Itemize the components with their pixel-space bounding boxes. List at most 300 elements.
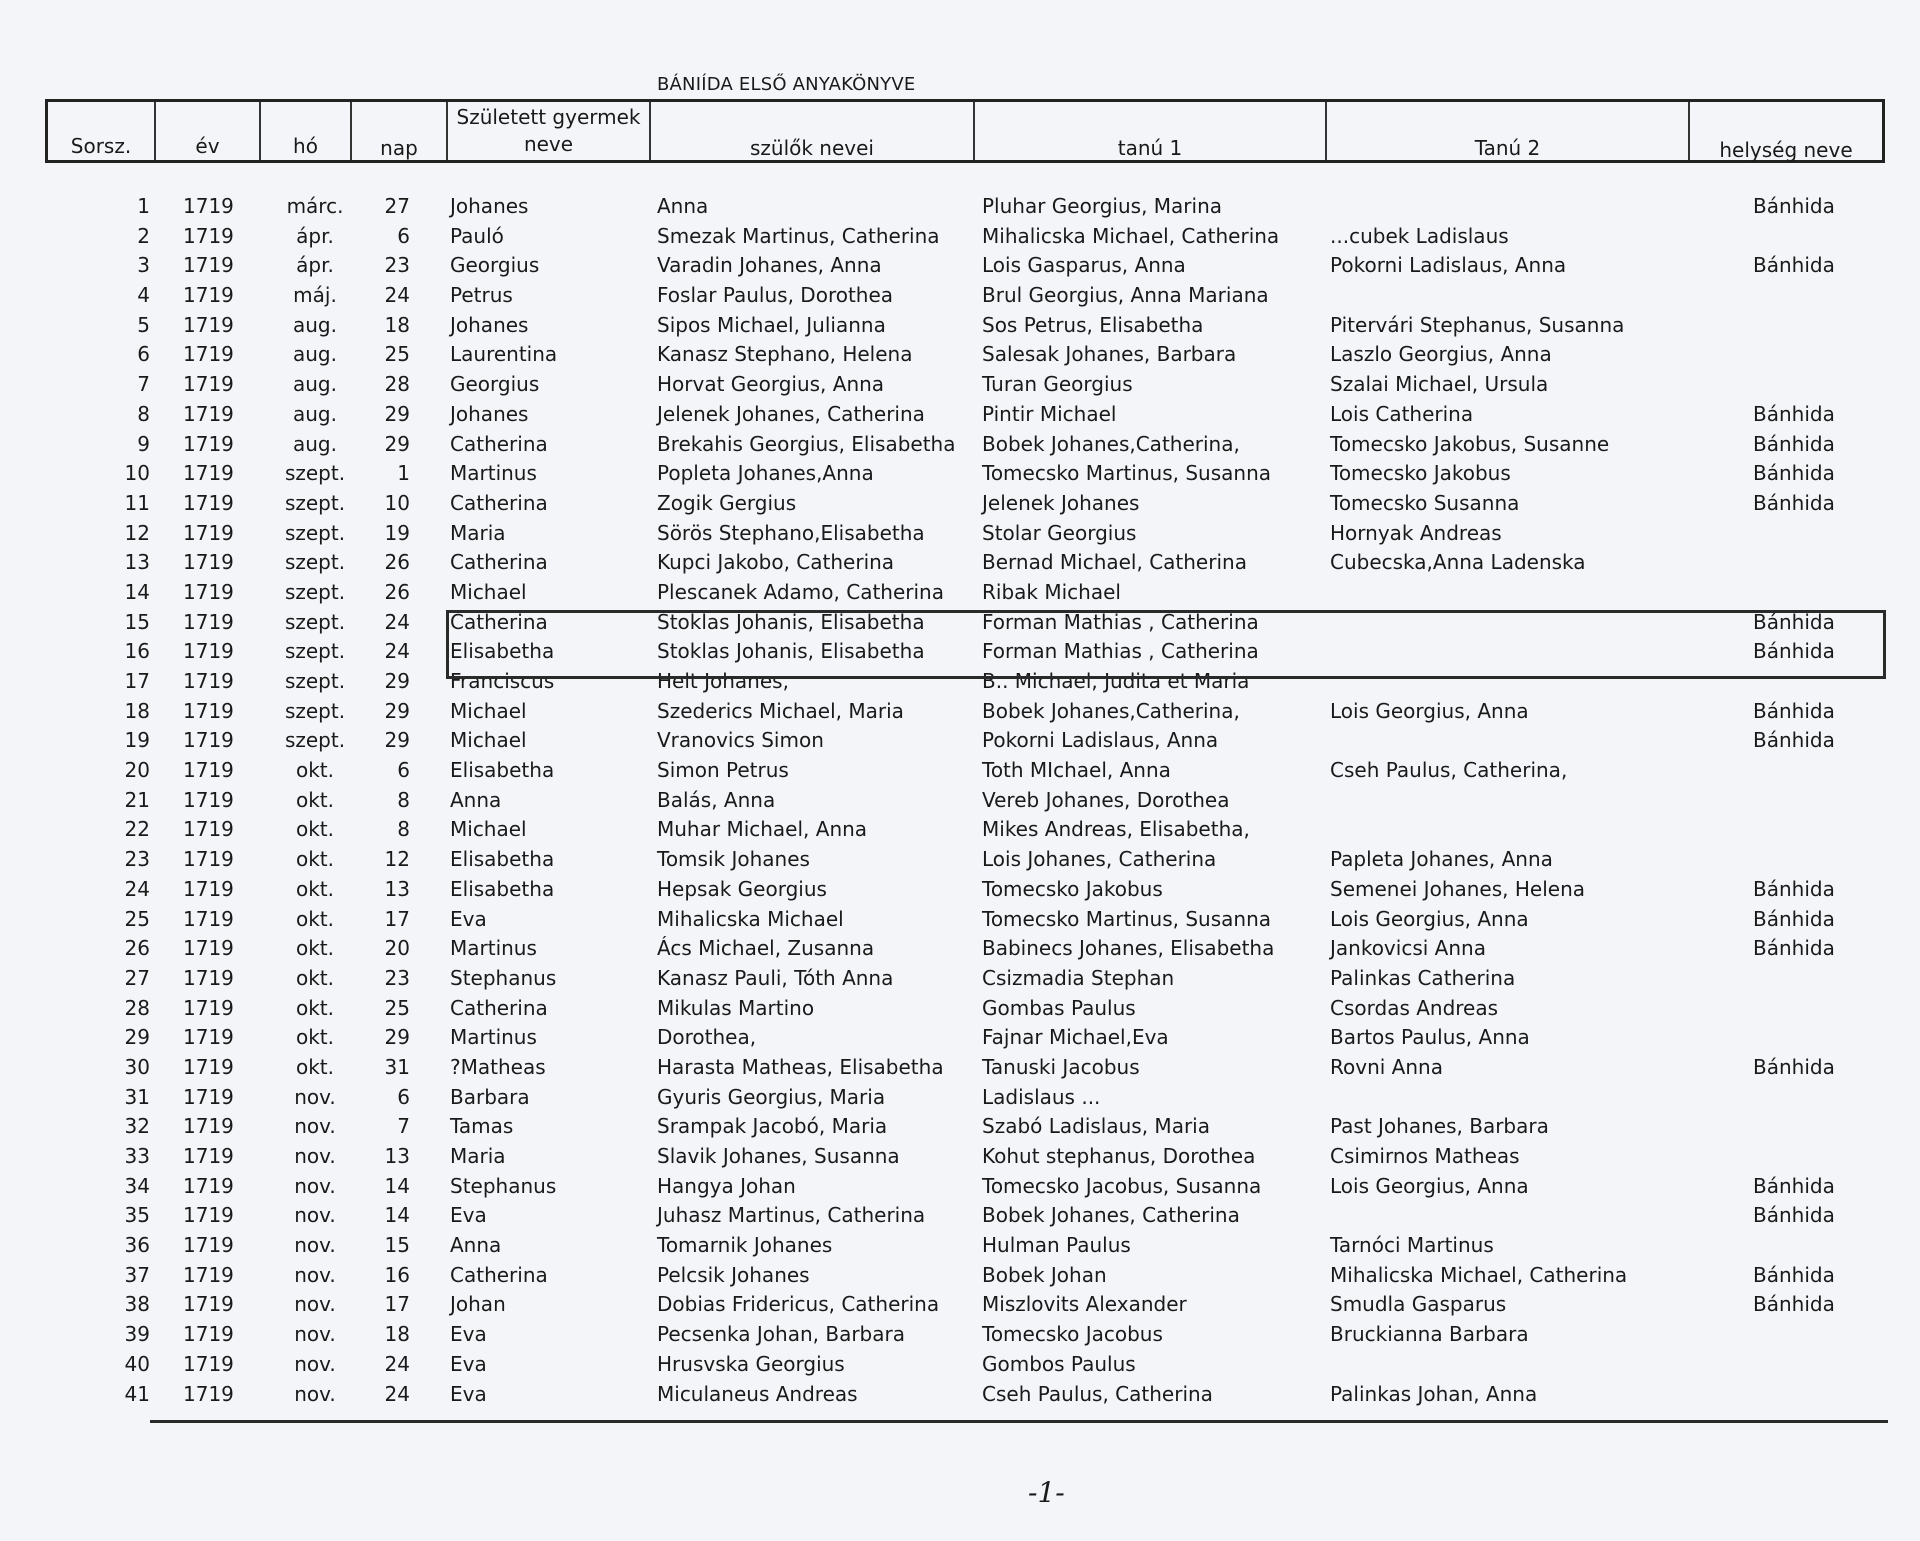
row-number: 16 <box>124 639 150 664</box>
row-witness-1: Cseh Paulus, Catherina <box>982 1381 1213 1406</box>
row-day: 6 <box>397 1084 410 1109</box>
row-number: 18 <box>124 698 150 723</box>
table-row <box>0 281 1920 311</box>
table-row <box>0 1320 1920 1350</box>
row-month: okt. <box>295 1025 335 1050</box>
row-day: 8 <box>397 787 410 812</box>
row-witness-1: Tomecsko Martinus, Susanna <box>982 461 1271 486</box>
row-number: 9 <box>137 431 150 456</box>
row-parents: Pelcsik Johanes <box>657 1262 810 1287</box>
row-place: Bánhida <box>1753 639 1835 664</box>
table-row <box>0 519 1920 549</box>
header-place: helység neve <box>1719 138 1853 162</box>
row-year: 1719 <box>183 639 234 664</box>
row-parents: Hrusvska Georgius <box>657 1351 845 1376</box>
row-year: 1719 <box>183 431 234 456</box>
table-row <box>0 548 1920 578</box>
row-parents: Pecsenka Johan, Barbara <box>657 1322 905 1347</box>
row-year: 1719 <box>183 253 234 278</box>
row-month: szept. <box>284 490 346 515</box>
row-month: okt. <box>295 787 335 812</box>
row-month: nov. <box>294 1381 336 1406</box>
row-witness-2: Lois Catherina <box>1330 401 1474 426</box>
row-month: szept. <box>284 579 346 604</box>
row-parents: Srampak Jacobó, Maria <box>657 1114 888 1139</box>
row-number: 7 <box>137 372 150 397</box>
table-row <box>0 994 1920 1024</box>
row-day: 29 <box>384 431 410 456</box>
table-row <box>0 1350 1920 1380</box>
header-sorsz: Sorsz. <box>70 134 132 158</box>
row-child-name: Petrus <box>450 283 513 308</box>
row-parents: Vranovics Simon <box>657 728 824 753</box>
row-place: Bánhida <box>1753 906 1835 931</box>
row-child-name: Catherina <box>450 490 548 515</box>
row-number: 22 <box>124 817 150 842</box>
row-year: 1719 <box>183 1262 234 1287</box>
row-witness-2: Smudla Gasparus <box>1330 1292 1507 1317</box>
row-parents: Anna <box>657 194 709 218</box>
row-child-name: Elisabetha <box>450 876 555 901</box>
row-witness-2: Lois Georgius, Anna <box>1330 1173 1529 1198</box>
row-month: nov. <box>294 1084 336 1109</box>
row-number: 2 <box>137 223 150 248</box>
row-number: 35 <box>124 1203 150 1228</box>
row-day: 20 <box>384 936 410 961</box>
row-day: 29 <box>384 728 410 753</box>
row-child-name: Stephanus <box>450 1173 557 1198</box>
row-day: 25 <box>384 342 410 367</box>
row-month: nov. <box>294 1322 336 1347</box>
row-number: 23 <box>124 847 150 872</box>
row-number: 27 <box>124 965 150 990</box>
row-parents: Dorothea, <box>657 1025 757 1050</box>
table-row <box>0 726 1920 756</box>
row-witness-2: Palinkas Johan, Anna <box>1330 1381 1538 1406</box>
row-day: 23 <box>384 965 410 990</box>
table-row <box>0 815 1920 845</box>
row-day: 27 <box>384 194 410 218</box>
row-day: 19 <box>384 520 410 545</box>
row-month: aug. <box>293 372 337 397</box>
table-row <box>0 1023 1920 1053</box>
table-row <box>0 1142 1920 1172</box>
row-witness-1: Pokorni Ladislaus, Anna <box>982 728 1219 753</box>
row-year: 1719 <box>183 936 234 961</box>
row-number: 3 <box>137 253 150 278</box>
row-child-name: Martinus <box>450 1025 537 1050</box>
row-witness-1: Miszlovits Alexander <box>982 1292 1187 1317</box>
row-number: 30 <box>124 1054 150 1079</box>
table-row <box>0 1201 1920 1231</box>
row-year: 1719 <box>183 758 234 783</box>
table-row <box>0 756 1920 786</box>
table-row <box>0 222 1920 252</box>
header-witness-1: tanú 1 <box>1117 136 1183 160</box>
row-year: 1719 <box>183 312 234 337</box>
row-number: 14 <box>124 579 150 604</box>
row-year: 1719 <box>183 669 234 693</box>
row-number: 41 <box>124 1381 150 1406</box>
row-number: 29 <box>124 1025 150 1050</box>
row-witness-1: Bobek Johanes,Catherina, <box>982 698 1240 723</box>
row-witness-1: Mihalicska Michael, Catherina <box>982 223 1280 248</box>
row-year: 1719 <box>183 342 234 367</box>
row-month: nov. <box>294 1233 336 1258</box>
row-child-name: Michael <box>450 698 527 723</box>
row-witness-1: Fajnar Michael,Eva <box>982 1025 1169 1050</box>
header-parents: szülők nevei <box>749 136 874 160</box>
row-number: 39 <box>124 1322 150 1347</box>
row-day: 6 <box>397 758 410 783</box>
row-month: ápr. <box>296 223 334 248</box>
row-number: 19 <box>124 728 150 753</box>
row-child-name: Laurentina <box>450 342 558 367</box>
row-parents: Sipos Michael, Julianna <box>657 312 886 337</box>
row-witness-1: Tomecsko Martinus, Susanna <box>982 906 1271 931</box>
row-witness-1: Lois Johanes, Catherina <box>982 847 1217 872</box>
row-parents: Juhasz Martinus, Catherina <box>657 1203 926 1228</box>
row-year: 1719 <box>183 609 234 634</box>
row-witness-1: Tanuski Jacobus <box>982 1054 1140 1079</box>
row-witness-1: Stolar Georgius <box>982 520 1137 545</box>
row-year: 1719 <box>183 965 234 990</box>
header-child-name <box>448 104 649 158</box>
table-row <box>0 905 1920 935</box>
row-year: 1719 <box>183 550 234 575</box>
row-number: 36 <box>124 1233 150 1258</box>
row-witness-1: Vereb Johanes, Dorothea <box>982 787 1230 812</box>
row-year: 1719 <box>183 906 234 931</box>
row-day: 29 <box>384 669 410 693</box>
row-month: aug. <box>293 401 337 426</box>
row-witness-2: Cubecska,Anna Ladenska <box>1330 550 1586 575</box>
row-witness-2: Hornyak Andreas <box>1330 520 1502 545</box>
row-month: okt. <box>295 876 335 901</box>
row-place: Bánhida <box>1753 1292 1835 1317</box>
table-row <box>0 578 1920 608</box>
table-row <box>0 340 1920 370</box>
row-month: nov. <box>294 1144 336 1168</box>
row-parents: Hangya Johan <box>657 1173 796 1198</box>
row-parents: Szederics Michael, Maria <box>657 698 904 723</box>
table-row <box>0 1261 1920 1291</box>
row-month: okt. <box>295 758 335 783</box>
row-child-name: Elisabetha <box>450 758 555 783</box>
row-month: szept. <box>284 550 346 575</box>
row-witness-1: Forman Mathias , Catherina <box>982 609 1259 634</box>
row-child-name: Eva <box>450 1203 487 1228</box>
table-row <box>0 1053 1920 1083</box>
row-year: 1719 <box>183 728 234 753</box>
row-day: 15 <box>384 1233 410 1258</box>
row-place: Bánhida <box>1753 194 1835 218</box>
row-parents: Helt Johanes, <box>657 669 789 693</box>
row-month: márc. <box>286 194 344 218</box>
row-year: 1719 <box>183 876 234 901</box>
row-month: aug. <box>293 342 337 367</box>
row-parents: Horvat Georgius, Anna <box>657 372 885 397</box>
row-day: 26 <box>384 550 410 575</box>
row-witness-2: Mihalicska Michael, Catherina <box>1330 1262 1628 1287</box>
table-row <box>0 934 1920 964</box>
row-month: szept. <box>284 728 346 753</box>
row-month: okt. <box>295 936 335 961</box>
header-day: nap <box>380 136 418 160</box>
row-place: Bánhida <box>1753 401 1835 426</box>
row-number: 4 <box>137 283 150 308</box>
row-number: 38 <box>124 1292 150 1317</box>
row-month: nov. <box>294 1173 336 1198</box>
row-child-name: Martinus <box>450 461 537 486</box>
row-parents: Dobias Fridericus, Catherina <box>657 1292 940 1317</box>
row-day: 17 <box>384 906 410 931</box>
row-place: Bánhida <box>1753 1203 1835 1228</box>
row-number: 10 <box>124 461 150 486</box>
row-child-name: Johan <box>450 1292 506 1317</box>
row-witness-1: B.. Michael, Judita et Maria <box>982 669 1250 693</box>
row-witness-1: Turan Georgius <box>982 372 1133 397</box>
table-row <box>0 311 1920 341</box>
row-year: 1719 <box>183 1054 234 1079</box>
table-row <box>0 192 1920 222</box>
row-parents: Varadin Johanes, Anna <box>657 253 882 278</box>
row-year: 1719 <box>183 372 234 397</box>
table-row <box>0 489 1920 519</box>
row-year: 1719 <box>183 1203 234 1228</box>
row-year: 1719 <box>183 1025 234 1050</box>
row-child-name: Anna <box>450 787 502 812</box>
row-month: nov. <box>294 1292 336 1317</box>
row-number: 1 <box>137 194 150 218</box>
table-row <box>0 875 1920 905</box>
row-parents: Mikulas Martino <box>657 995 815 1020</box>
row-day: 7 <box>397 1114 410 1139</box>
row-day: 25 <box>384 995 410 1020</box>
row-year: 1719 <box>183 1084 234 1109</box>
row-witness-1: Tomecsko Jacobus, Susanna <box>982 1173 1262 1198</box>
row-day: 18 <box>384 312 410 337</box>
row-witness-1: Toth MIchael, Anna <box>982 758 1171 783</box>
row-month: nov. <box>294 1203 336 1228</box>
row-witness-2: Tomecsko Susanna <box>1330 490 1520 515</box>
table-row <box>0 251 1920 281</box>
row-number: 8 <box>137 401 150 426</box>
row-witness-2: Semenei Johanes, Helena <box>1330 876 1585 901</box>
row-witness-2: Palinkas Catherina <box>1330 965 1516 990</box>
row-parents: Jelenek Johanes, Catherina <box>657 401 925 426</box>
row-witness-2: Bartos Paulus, Anna <box>1330 1025 1530 1050</box>
row-day: 24 <box>384 1351 410 1376</box>
row-day: 6 <box>397 223 410 248</box>
row-child-name: Johanes <box>450 194 529 218</box>
row-child-name: Tamas <box>450 1114 514 1139</box>
row-day: 26 <box>384 579 410 604</box>
row-witness-2: Pokorni Ladislaus, Anna <box>1330 253 1567 278</box>
row-child-name: Elisabetha <box>450 639 555 664</box>
table-row <box>0 786 1920 816</box>
row-child-name: Barbara <box>450 1084 530 1109</box>
row-child-name: ?Matheas <box>450 1054 546 1079</box>
row-parents: Brekahis Georgius, Elisabetha <box>657 431 956 456</box>
row-number: 12 <box>124 520 150 545</box>
row-parents: Plescanek Adamo, Catherina <box>657 579 944 604</box>
row-year: 1719 <box>183 223 234 248</box>
row-number: 21 <box>124 787 150 812</box>
row-witness-2: Tomecsko Jakobus <box>1330 461 1511 486</box>
row-day: 24 <box>384 639 410 664</box>
row-witness-1: Forman Mathias , Catherina <box>982 639 1259 664</box>
row-parents: Tomsik Johanes <box>657 847 810 872</box>
table-header <box>45 99 1885 163</box>
row-year: 1719 <box>183 194 234 218</box>
table-row <box>0 845 1920 875</box>
row-year: 1719 <box>183 817 234 842</box>
row-parents: Miculaneus Andreas <box>657 1381 858 1406</box>
table-row <box>0 430 1920 460</box>
row-day: 28 <box>384 372 410 397</box>
row-witness-2: Bruckianna Barbara <box>1330 1322 1529 1347</box>
row-witness-1: Pluhar Georgius, Marina <box>982 194 1222 218</box>
row-parents: Harasta Matheas, Elisabetha <box>657 1054 944 1079</box>
row-day: 13 <box>384 876 410 901</box>
row-witness-2: Laszlo Georgius, Anna <box>1330 342 1552 367</box>
row-day: 24 <box>384 1381 410 1406</box>
row-month: aug. <box>293 431 337 456</box>
row-number: 13 <box>124 550 150 575</box>
row-day: 1 <box>397 461 410 486</box>
row-parents: Tomarnik Johanes <box>657 1233 833 1258</box>
row-child-name: Eva <box>450 906 487 931</box>
row-day: 14 <box>384 1173 410 1198</box>
row-month: nov. <box>294 1114 336 1139</box>
row-month: okt. <box>295 1054 335 1079</box>
row-witness-2: Rovni Anna <box>1330 1054 1443 1079</box>
row-day: 8 <box>397 817 410 842</box>
row-parents: Simon Petrus <box>657 758 789 783</box>
row-witness-2: Lois Georgius, Anna <box>1330 698 1529 723</box>
row-witness-1: Csizmadia Stephan <box>982 965 1175 990</box>
row-child-name: Martinus <box>450 936 537 961</box>
table-row <box>0 1290 1920 1320</box>
row-year: 1719 <box>183 401 234 426</box>
row-year: 1719 <box>183 579 234 604</box>
row-month: okt. <box>295 965 335 990</box>
row-witness-1: Tomecsko Jacobus <box>982 1322 1163 1347</box>
row-child-name: Pauló <box>450 223 504 248</box>
row-witness-1: Szabó Ladislaus, Maria <box>982 1114 1210 1139</box>
row-witness-1: Hulman Paulus <box>982 1233 1131 1258</box>
row-parents: Muhar Michael, Anna <box>657 817 868 842</box>
row-place: Bánhida <box>1753 876 1835 901</box>
row-child-name: Eva <box>450 1322 487 1347</box>
row-witness-1: Kohut stephanus, Dorothea <box>982 1144 1256 1168</box>
row-number: 40 <box>124 1351 150 1376</box>
row-year: 1719 <box>183 995 234 1020</box>
row-place: Bánhida <box>1753 1173 1835 1198</box>
row-day: 23 <box>384 253 410 278</box>
row-day: 16 <box>384 1262 410 1287</box>
row-child-name: Michael <box>450 728 527 753</box>
row-parents: Stoklas Johanis, Elisabetha <box>657 639 925 664</box>
row-year: 1719 <box>183 787 234 812</box>
row-number: 37 <box>124 1262 150 1287</box>
row-month: szept. <box>284 639 346 664</box>
row-witness-2: Szalai Michael, Ursula <box>1330 372 1549 397</box>
row-day: 12 <box>384 847 410 872</box>
row-child-name: Catherina <box>450 1262 548 1287</box>
row-witness-2: ...cubek Ladislaus <box>1330 223 1509 248</box>
row-child-name: Maria <box>450 520 506 545</box>
row-year: 1719 <box>183 1292 234 1317</box>
row-day: 17 <box>384 1292 410 1317</box>
row-parents: Stoklas Johanis, Elisabetha <box>657 609 925 634</box>
row-witness-1: Pintir Michael <box>982 401 1117 426</box>
row-parents: Sörös Stephano,Elisabetha <box>657 520 925 545</box>
row-number: 31 <box>124 1084 150 1109</box>
row-year: 1719 <box>183 1233 234 1258</box>
row-number: 6 <box>137 342 150 367</box>
row-place: Bánhida <box>1753 728 1835 753</box>
row-parents: Foslar Paulus, Dorothea <box>657 283 894 308</box>
row-month: okt. <box>295 906 335 931</box>
row-year: 1719 <box>183 283 234 308</box>
row-year: 1719 <box>183 461 234 486</box>
row-child-name: Johanes <box>450 312 529 337</box>
row-parents: Kanasz Pauli, Tóth Anna <box>657 965 894 990</box>
table-row <box>0 1231 1920 1261</box>
row-child-name: Stephanus <box>450 965 557 990</box>
row-day: 10 <box>384 490 410 515</box>
row-day: 13 <box>384 1144 410 1168</box>
row-month: máj. <box>293 283 337 308</box>
row-witness-1: Salesak Johanes, Barbara <box>982 342 1237 367</box>
row-child-name: Eva <box>450 1381 487 1406</box>
row-number: 26 <box>124 936 150 961</box>
row-month: okt. <box>295 817 335 842</box>
row-witness-1: Gombos Paulus <box>982 1351 1136 1376</box>
row-day: 14 <box>384 1203 410 1228</box>
row-witness-2: Tarnóci Martinus <box>1330 1233 1494 1258</box>
row-year: 1719 <box>183 1351 234 1376</box>
row-year: 1719 <box>183 1144 234 1168</box>
row-witness-2: Pitervári Stephanus, Susanna <box>1330 312 1625 337</box>
row-witness-2: Cseh Paulus, Catherina, <box>1330 758 1568 783</box>
row-number: 11 <box>124 490 150 515</box>
row-day: 18 <box>384 1322 410 1347</box>
row-child-name: Anna <box>450 1233 502 1258</box>
page-title: BÁNIÍDA ELSŐ ANYAKÖNYVE <box>657 74 916 95</box>
row-parents: Hepsak Georgius <box>657 876 827 901</box>
row-month: nov. <box>294 1351 336 1376</box>
row-month: nov. <box>294 1262 336 1287</box>
table-row <box>0 1380 1920 1410</box>
row-number: 33 <box>124 1144 150 1168</box>
table-row <box>0 697 1920 727</box>
row-child-name: Catherina <box>450 995 548 1020</box>
table-row <box>0 400 1920 430</box>
table-row <box>0 1112 1920 1142</box>
row-witness-2: Csordas Andreas <box>1330 995 1499 1020</box>
header-year: év <box>195 134 220 158</box>
row-witness-1: Bobek Johanes,Catherina, <box>982 431 1240 456</box>
page-number: -1- <box>1028 1476 1065 1509</box>
row-child-name: Georgius <box>450 253 540 278</box>
row-witness-2: Csimirnos Matheas <box>1330 1144 1520 1168</box>
row-witness-2: Past Johanes, Barbara <box>1330 1114 1549 1139</box>
row-witness-1: Lois Gasparus, Anna <box>982 253 1186 278</box>
table-row <box>0 1083 1920 1113</box>
